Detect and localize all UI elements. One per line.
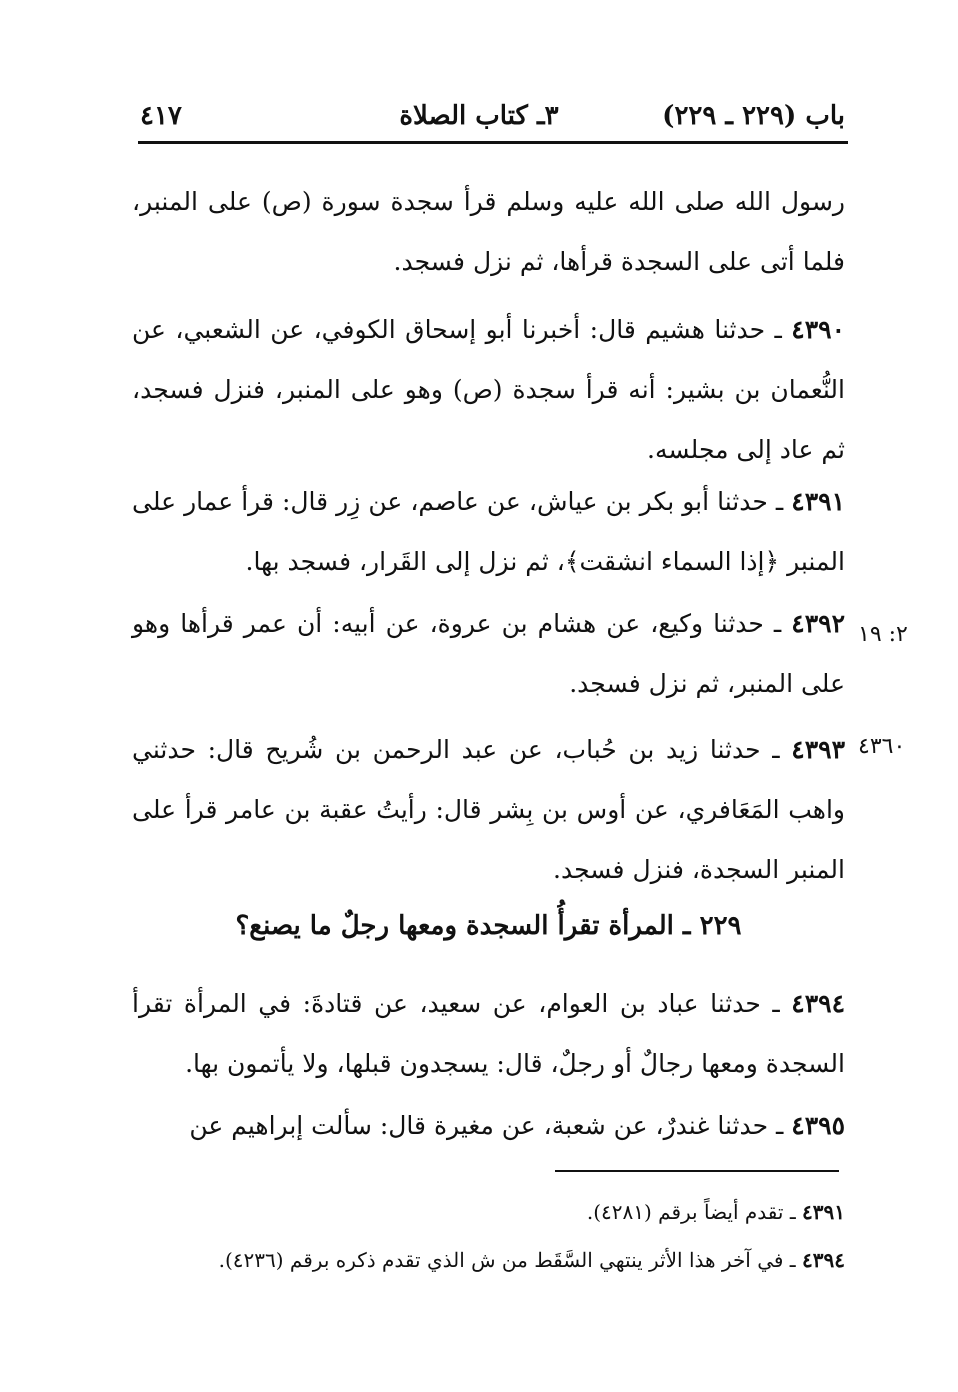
chapter-range-header: باب (٢٢٩ ـ ٢٢٩) xyxy=(662,101,845,131)
footnote xyxy=(132,1240,845,1280)
footnote-text: ـ في آخر هذا الأثر ينتهي السَّقَط من ش الذي تقدم ذكره برقم (٤٢٣٦). xyxy=(218,1248,803,1272)
hadith-4393 xyxy=(132,720,845,900)
hadith-text: ـ حدثنا غندرٌ، عن شعبة، عن مغيرة قال: سألت إبراهيم عن xyxy=(189,1111,792,1140)
header-rule xyxy=(138,141,848,144)
margin-reference: ٢: ١٩ xyxy=(858,622,908,647)
hadith-4394 xyxy=(132,974,845,1094)
hadith-number: ٤٣٩٥ xyxy=(791,1111,845,1140)
hadith-text: ـ حدثنا زيد بن حُباب، عن عبد الرحمن بن شُريح قال: حدثني واهب المَعَافري، عن أوس بن بِشر قال: رأيتُ عقبة بن عامر قرأ على المنبر السجدة، فنزل فسجد. xyxy=(132,735,845,884)
page-number: ٤١٧ xyxy=(140,101,182,131)
hadith-number: ٤٣٩٣ xyxy=(791,735,845,764)
footnote xyxy=(132,1192,845,1232)
hadith-text: ـ حدثنا وكيع، عن هشام بن عروة، عن أبيه: أن عمر قرأها وهو على المنبر، ثم نزل فسجد. xyxy=(132,609,845,698)
hadith-text: ـ حدثنا عباد بن العوام، عن سعيد، عن قتادةَ: في المرأة تقرأ السجدة ومعها رجالٌ أو رجلٌ، قال: يسجدون قبلها، ولا يأتمون بها. xyxy=(132,989,845,1078)
footnote-rule xyxy=(555,1170,839,1172)
paragraph-continuation xyxy=(132,172,845,292)
hadith-number: ٤٣٩٠ xyxy=(791,315,845,344)
book-title-header: ٣ـ كتاب الصلاة xyxy=(399,101,559,131)
hadith-number: ٤٣٩٤ xyxy=(791,989,845,1018)
hadith-4390 xyxy=(132,300,845,480)
footnote-number: ٤٣٩١ xyxy=(802,1200,845,1224)
section-heading: ٢٢٩ ـ المرأة تقرأُ السجدة ومعها رجلٌ ما يصنع؟ xyxy=(235,911,742,941)
hadith-4392 xyxy=(132,594,845,714)
hadith-text: ـ حدثنا أبو بكر بن عياش، عن عاصم، عن زِر قال: قرأ عمار على المنبر ﴿إذا السماء انشقت﴾، ثم نزل إلى القَرار، فسجد بها. xyxy=(132,487,845,576)
margin-reference: ٤٣٦٠ xyxy=(858,734,906,759)
hadith-text: رسول الله صلى الله عليه وسلم قرأ سجدة سورة (ص) على المنبر، فلما أتى على السجدة قرأها، ثم نزل فسجد. xyxy=(132,187,845,276)
footnote-text: ـ تقدم أيضاً برقم (٤٢٨١). xyxy=(586,1200,803,1224)
hadith-number: ٤٣٩١ xyxy=(791,487,845,516)
hadith-number: ٤٣٩٢ xyxy=(791,609,845,638)
hadith-4391 xyxy=(132,472,845,592)
hadith-text: ـ حدثنا هشيم قال: أخبرنا أبو إسحاق الكوفي، عن الشعبي، عن النُّعمان بن بشير: أنه قرأ سجدة (ص) وهو على المنبر، فنزل فسجد، ثم عاد إلى مجلسه. xyxy=(132,315,845,464)
hadith-4395 xyxy=(132,1096,845,1156)
footnote-number: ٤٣٩٤ xyxy=(802,1248,845,1272)
